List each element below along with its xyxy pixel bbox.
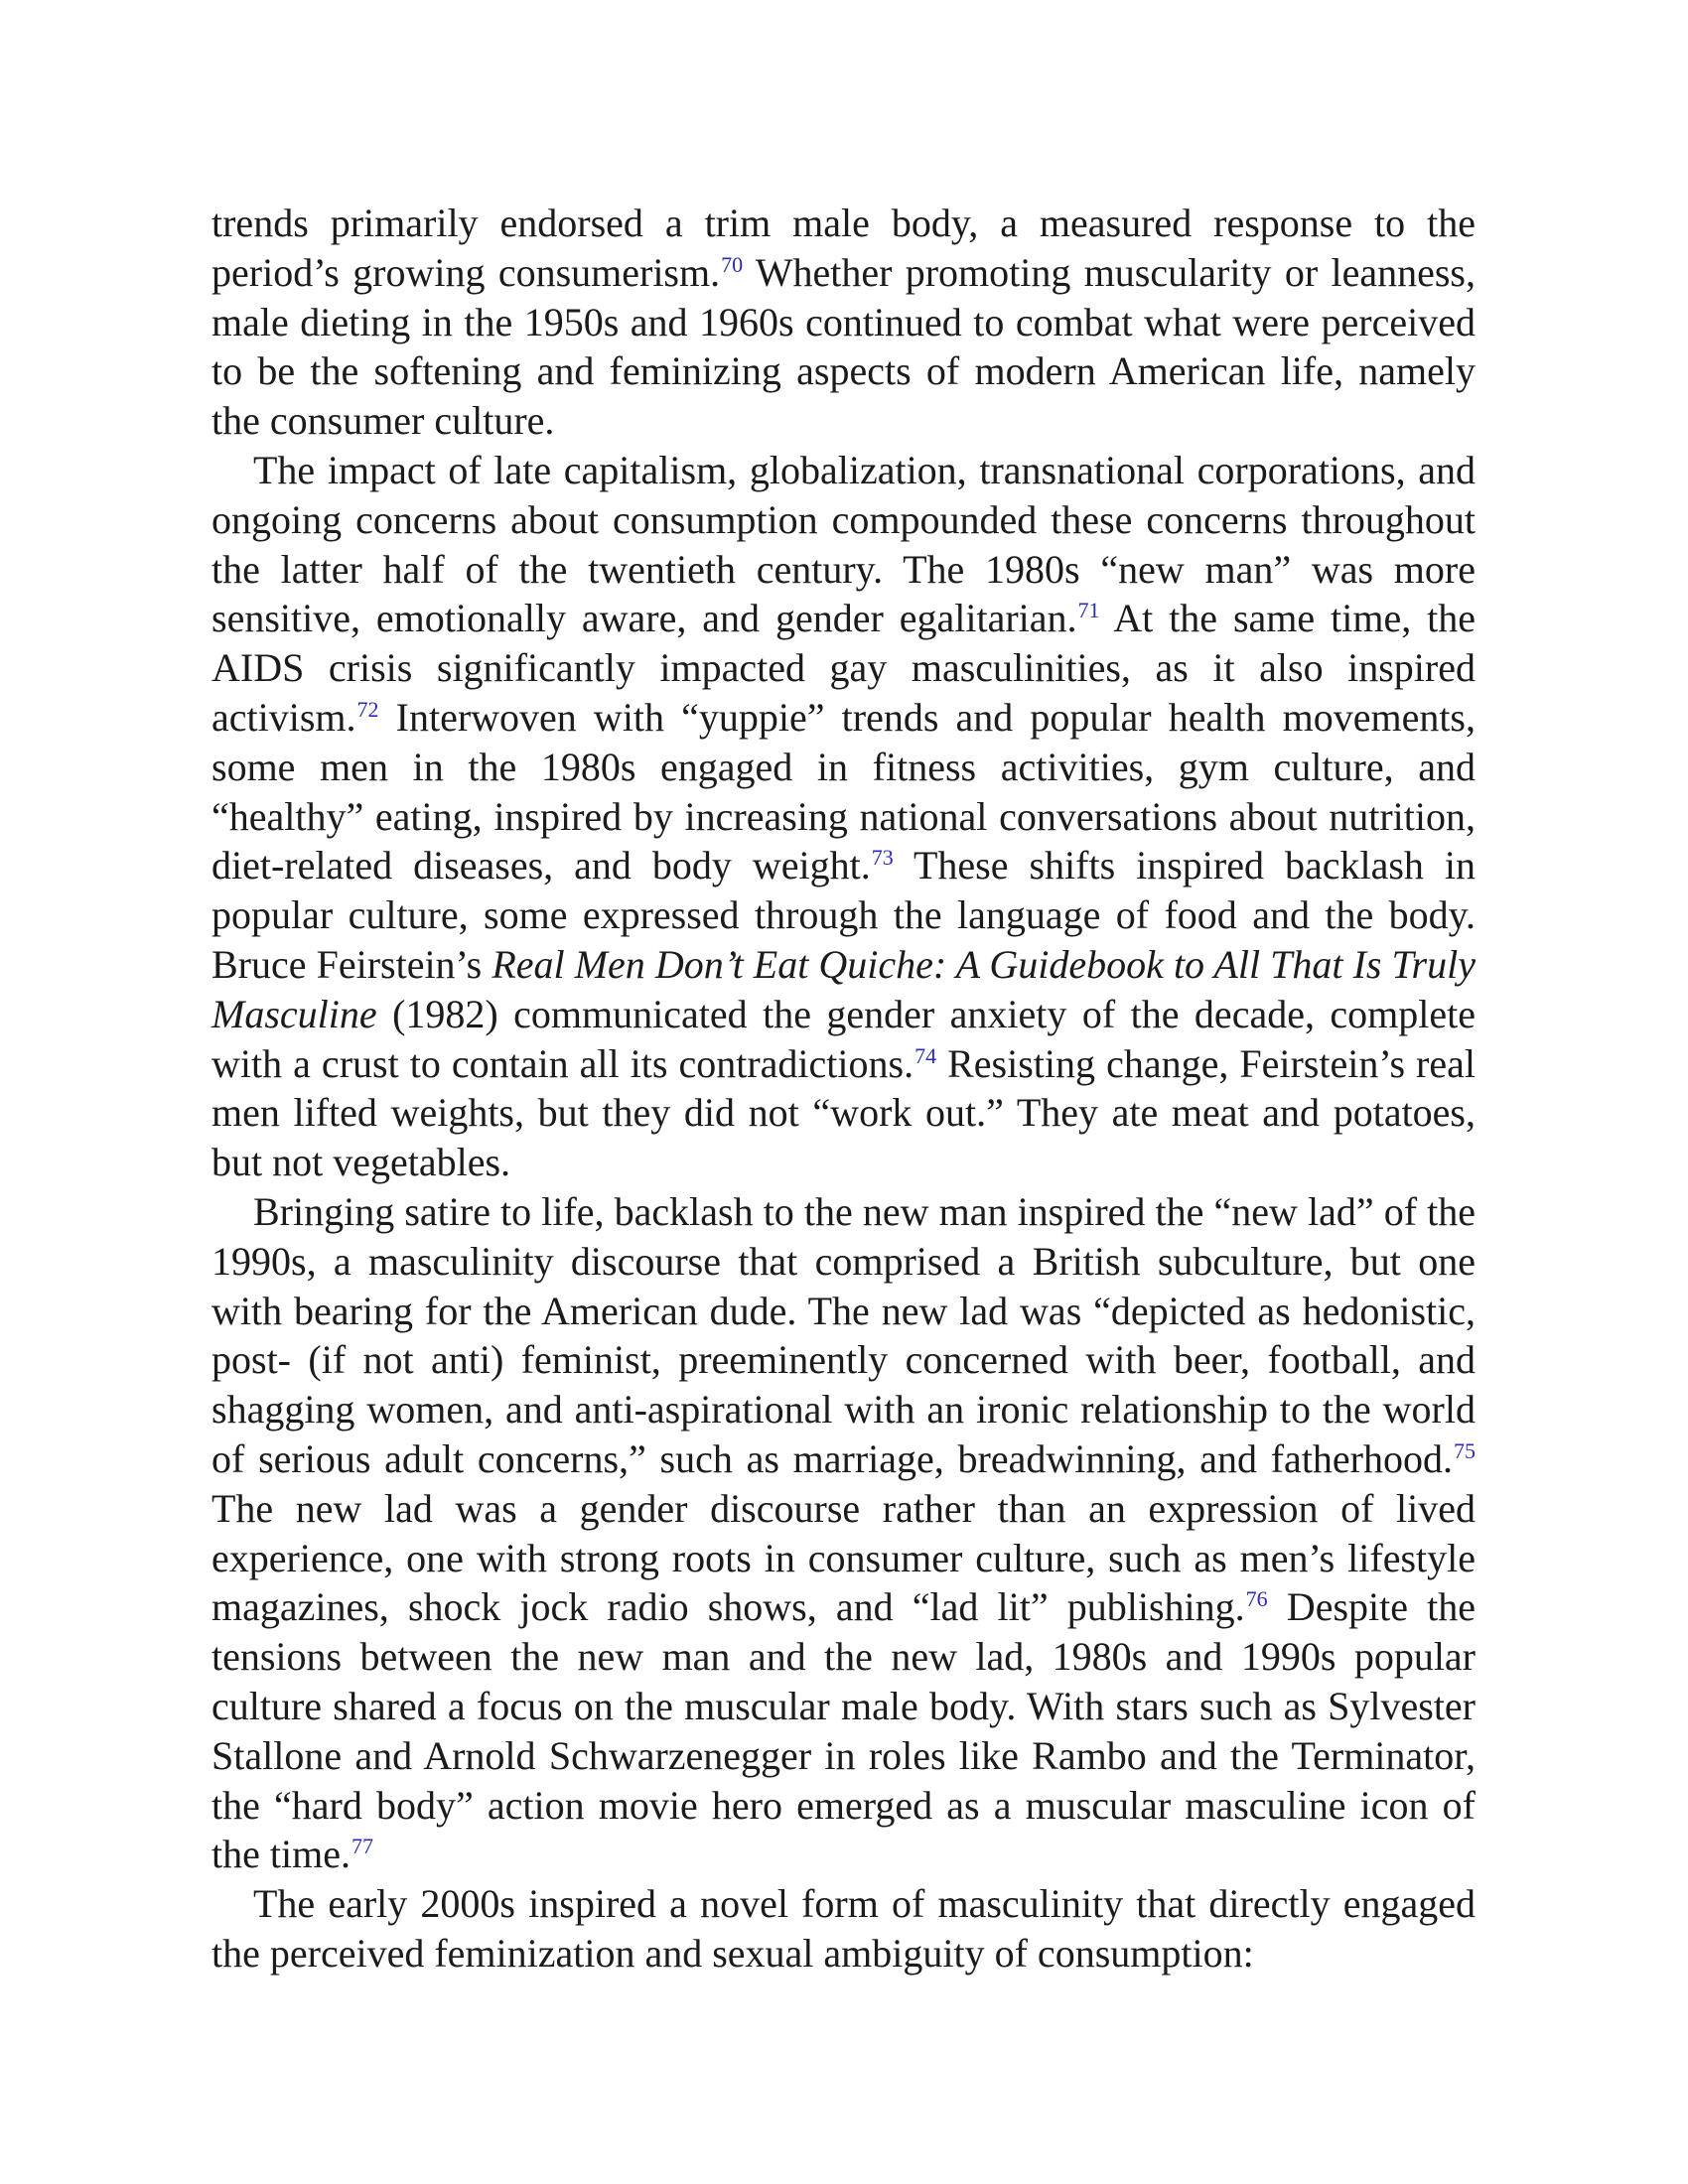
body-text: Bringing satire to life, backlash to the new man inspired the “new lad” of the 1990s, a masculinity discourse that comprised a British subculture, but one with bearing for the American dude. The new lad was “depicted as hedonistic, post- (if not anti) feminist, preeminently concerned with beer, football, and shagging women, and anti-aspirational with an ironic relationship to the world of serious adult concerns,” such as marriage, breadwinning, and fatherhood. [211,1188,1476,1481]
body-text: Whether promoting muscularity or leanness, male dieting in the 1950s and 1960s continued to combat what were perceived to be the softening and feminizing aspects of modern American life, namely the consumer culture. [211,249,1476,444]
paragraph-3 [211,1187,1476,1879]
paragraph-1 [211,199,1476,446]
book-title: Real Men Don’t Eat Quiche: A Guidebook to All That Is Truly Masculine [211,941,1476,1036]
body-text: (1982) communicated the gender anxiety of the decade, complete with a crust to contain all its contradictions. [211,991,1476,1086]
body-text: The impact of late capitalism, globalization, transnational corporations, and ongoing concerns about consumption compounded these concerns throughout the latter half of the twentieth century. The 1980s “new man” was more sensitive, emotionally aware, and gender egalitarian. [211,447,1476,641]
footnote-ref-link[interactable]: 72 [356,696,379,722]
body-text: These shifts inspired backlash in popular culture, some expressed through the language of food and the body. Bruce Feirstein’s [211,843,1476,987]
body-text: trends primarily endorsed a trim male body, a measured response to the period’s growing consumerism. [211,201,1476,295]
footnote-ref-link[interactable]: 73 [871,845,894,871]
body-text: The early 2000s inspired a novel form of masculinity that directly engaged the perceived feminization and sexual ambiguity of consumption: [211,1881,1476,1976]
footnote-ref-link[interactable]: 77 [351,1834,373,1859]
paragraph-2 [211,446,1476,1187]
body-text: Despite the tensions between the new man and the new lad, 1980s and 1990s popular culture shared a focus on the muscular male body. With stars such as Sylvester Stallone and Arnold Schwarzenegger in roles like Rambo and the Terminator, the “hard body” action movie hero emerged as a muscular masculine icon of the time. [211,1584,1476,1877]
footnote-ref-link[interactable]: 71 [1077,598,1100,623]
body-text: Interwoven with “yuppie” trends and popular health movements, some men in the 1980s engaged in fitness activities, gym culture, and “healthy” eating, inspired by increasing national conversations about nutrition, diet-related diseases, and body weight. [211,694,1476,888]
paragraph-4 [211,1879,1476,1979]
body-text: The new lad was a gender discourse rather than an expression of lived experience, one with strong roots in consumer culture, such as men’s lifestyle magazines, shock jock radio shows, and “lad lit” publishing. [211,1485,1476,1630]
footnote-ref-link[interactable]: 70 [721,251,744,277]
body-text: Resisting change, Feirstein’s real men lifted weights, but they did not “work out.” They ate meat and potatoes, but not vegetables. [211,1040,1476,1185]
footnote-ref-link[interactable]: 76 [1245,1586,1268,1612]
page-body [211,199,1476,1979]
footnote-ref-link[interactable]: 74 [914,1042,937,1068]
body-text: At the same time, the AIDS crisis significantly impacted gay masculinities, as it also inspired activism. [211,596,1476,740]
footnote-ref-link[interactable]: 75 [1454,1437,1476,1463]
